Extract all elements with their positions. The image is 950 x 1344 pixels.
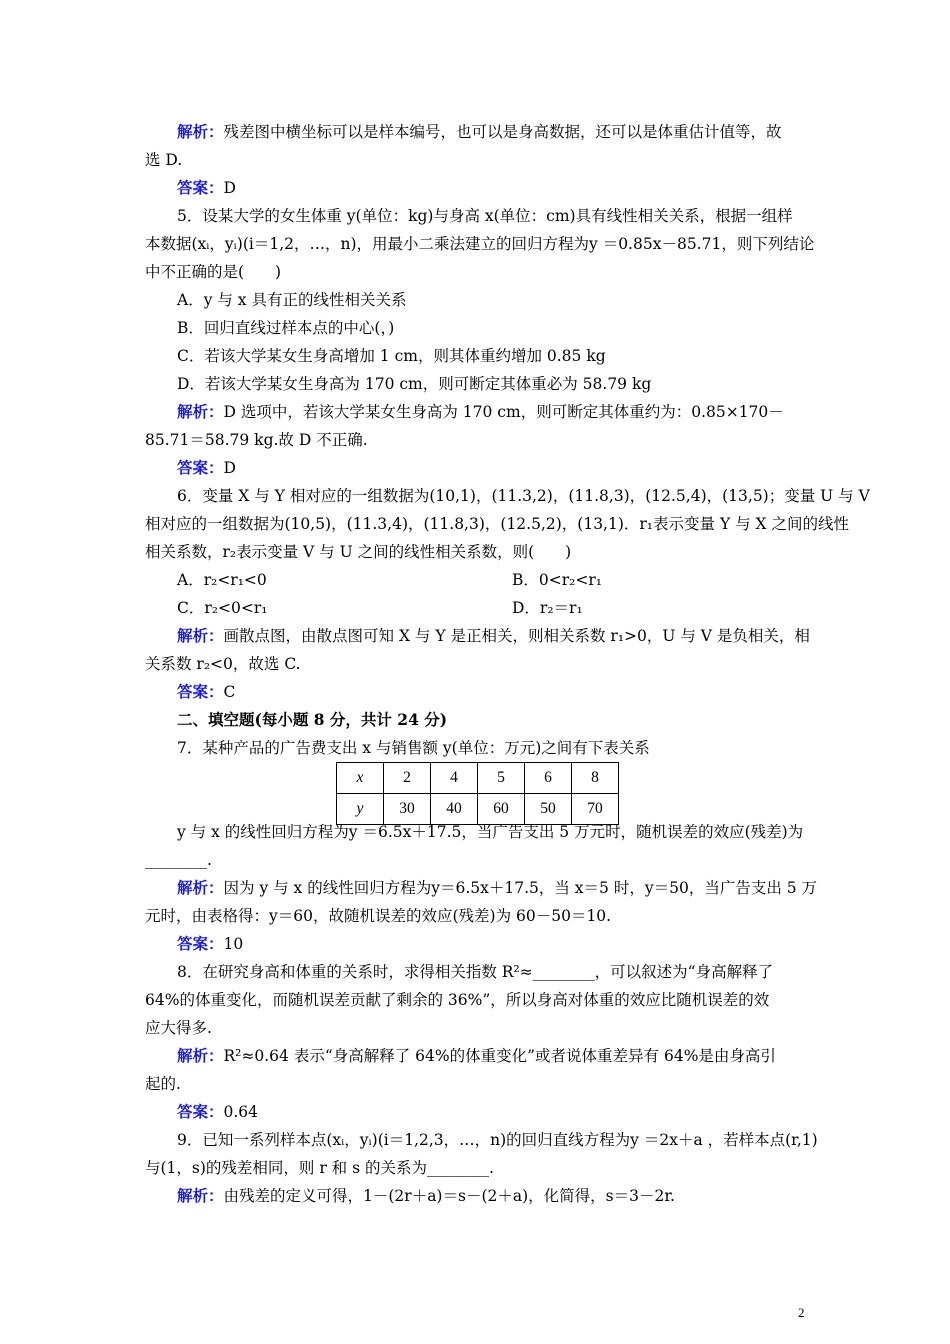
table-cell: 6: [525, 763, 572, 794]
option-d: D．r₂＝r₁: [512, 599, 583, 617]
text-line: 64%的体重变化，而随机误差贡献了剩余的 36%”，所以身高对体重的效应比随机误差的效: [145, 991, 770, 1009]
option-a: A．y 与 x 具有正的线性相关关系: [177, 291, 407, 309]
answer-label: 答案：: [177, 682, 224, 701]
question-9-line: 9．已知一系列样本点(xᵢ，yᵢ)(i＝1,2,3，…，n)的回归直线方程为y ＝2x＋a ，若样本点(r,1): [177, 1131, 818, 1149]
solution-line: [177, 1046, 776, 1066]
table-row: [337, 794, 619, 825]
solution-label: 解析：: [177, 122, 224, 141]
solution-line: [177, 122, 782, 142]
table-row: [337, 763, 619, 794]
solution-line: [177, 626, 810, 646]
solution-label: 解析：: [177, 402, 224, 421]
option-c: C．若该大学某女生身高增加 1 cm，则其体重约增加 0.85 kg: [177, 347, 606, 365]
solution-line: [177, 1186, 675, 1206]
solution-label: 解析：: [177, 626, 224, 645]
solution-line: [177, 878, 817, 898]
data-table: [336, 762, 619, 825]
table-cell: 8: [572, 763, 619, 794]
option-b: B．回归直线过样本点的中心(，): [177, 319, 395, 337]
solution-label: 解析：: [177, 878, 224, 897]
line-text: 10: [223, 935, 244, 953]
answer-label: 答案：: [177, 934, 224, 953]
line-text: C: [223, 683, 236, 701]
answer-label: 答案：: [177, 1102, 224, 1121]
text-line: y 与 x 的线性回归方程为y ＝6.5x＋17.5，当广告支出 5 万元时，随机误差的效应(残差)为: [177, 823, 804, 841]
line-text: D 选项中，若该大学某女生身高为 170 cm，则可断定其体重约为：0.85×170－: [223, 403, 784, 421]
text-line: 相对应的一组数据为(10,5)，(11.3,4)，(11.8,3)，(12.5,2)，(13,1)．r₁表示变量 Y 与 X 之间的线性: [145, 515, 849, 533]
option-d: D．若该大学某女生身高为 170 cm，则可断定其体重必为 58.79 kg: [177, 375, 652, 393]
page-number: 2: [798, 1305, 805, 1320]
section-heading: 二、填空题(每小题 8 分，共计 24 分): [177, 710, 448, 729]
text-line: 相关系数，r₂表示变量 V 与 U 之间的线性相关系数，则( ): [145, 543, 572, 561]
line-text: 因为 y 与 x 的线性回归方程为y＝6.5x＋17.5，当 x＝5 时，y＝50，当广告支出 5 万: [223, 879, 818, 897]
text-line: 与(1，s)的残差相同，则 r 和 s 的关系为________.: [145, 1159, 494, 1177]
option-a: A．r₂<r₁<0: [177, 571, 267, 589]
text-line: 起的.: [145, 1075, 181, 1093]
answer-line: [177, 1102, 258, 1122]
line-text: 残差图中横坐标可以是样本编号，也可以是身高数据，还可以是体重估计值等，故: [223, 123, 782, 141]
text-line: 应大得多.: [145, 1019, 212, 1037]
question-7-line: 7．某种产品的广告费支出 x 与销售额 y(单位：万元)之间有下表关系: [177, 739, 650, 757]
option-c: C．r₂<0<r₁: [177, 599, 268, 617]
line-text: 画散点图，由散点图可知 X 与 Y 是正相关，则相关系数 r₁>0，U 与 V 是负相关，相: [223, 627, 810, 645]
line-text: D: [223, 459, 236, 477]
line-text: 由残差的定义可得，1－(2r＋a)＝s－(2＋a)，化简得，s＝3－2r.: [223, 1187, 675, 1205]
text-line: 中不正确的是( ): [145, 263, 282, 281]
solution-label: 解析：: [177, 1046, 224, 1065]
line-text: D: [223, 179, 236, 197]
question-6-line: 6．变量 X 与 Y 相对应的一组数据为(10,1)，(11.3,2)，(11.8,3)，(12.5,4)，(13,5)；变量 U 与 V: [177, 487, 870, 505]
question-8-line: 8．在研究身高和体重的关系时，求得相关指数 R²≈________，可以叙述为“身高解释了: [177, 963, 774, 981]
option-b: B．0<r₂<r₁: [512, 571, 602, 589]
answer-label: 答案：: [177, 458, 224, 477]
answer-line: [177, 934, 243, 954]
answer-line: [177, 682, 235, 702]
table-cell: 40: [431, 794, 478, 825]
solution-label: 解析：: [177, 1186, 224, 1205]
solution-line: [177, 402, 784, 422]
text-line: 关系数 r₂<0，故选 C.: [145, 655, 301, 673]
text-line: 本数据(xᵢ，yᵢ)(i＝1,2，…，n)，用最小二乘法建立的回归方程为y ＝0.85x－85.71，则下列结论: [145, 235, 815, 253]
table-cell: x: [337, 763, 384, 794]
text-line: 选 D.: [145, 151, 183, 169]
table-cell: 4: [431, 763, 478, 794]
text-line: 85.71＝58.79 kg.故 D 不正确.: [145, 431, 368, 449]
table-cell: y: [337, 794, 384, 825]
text-line: 元时，由表格得：y＝60，故随机误差的效应(残差)为 60－50＝10.: [145, 907, 612, 925]
answer-line: [177, 458, 236, 478]
answer-label: 答案：: [177, 178, 224, 197]
table-cell: 60: [478, 794, 525, 825]
table-cell: 2: [384, 763, 431, 794]
text-line: ________.: [145, 851, 212, 869]
table-cell: 50: [525, 794, 572, 825]
line-text: 0.64: [223, 1103, 259, 1121]
line-text: R²≈0.64 表示“身高解释了 64%的体重变化”或者说体重差异有 64%是由身高引: [223, 1047, 776, 1065]
question-5-line: 5．设某大学的女生体重 y(单位：kg)与身高 x(单位：cm)具有线性相关关系，根据一组样: [177, 207, 793, 225]
table-cell: 30: [384, 794, 431, 825]
answer-line: [177, 178, 236, 198]
table-cell: 5: [478, 763, 525, 794]
table-cell: 70: [572, 794, 619, 825]
